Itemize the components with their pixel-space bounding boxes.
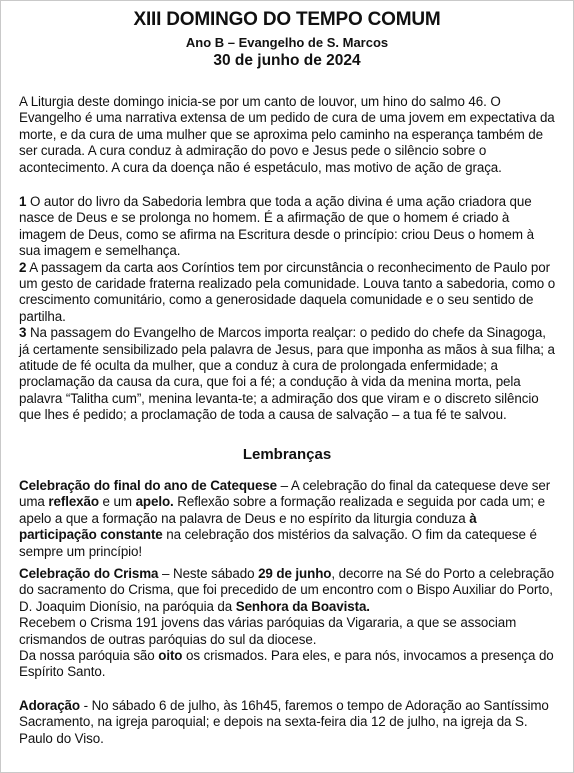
page-title: XIII DOMINGO DO TEMPO COMUM xyxy=(133,9,441,30)
note-emphasis: apelo. xyxy=(135,494,174,510)
note-text: na celebração dos mistérios da salvação. O fim da catequese é sempre um princípio! xyxy=(19,527,537,559)
point-1 xyxy=(19,194,557,260)
point-text: Na passagem do Evangelho de Marcos importa realçar: o pedido do chefe da Sinagoga, já certamente sensibilizado pela palavra de Jesus, para que imponha as mãos à sua filha; a atitude de fé oculta da mulher, que a conduz à cura de prolongada enfermidade; a proclamação da causa da cura, que foi a fé; a condução à vida da menina morta, pela palavra “Talitha cum”, menina levanta-te; a admiração dos que viram e o discreto silêncio que lhes é pedido; a proclamação de toda a causa de salvação – a tua fé te salvou. xyxy=(19,325,555,423)
point-number: 1 xyxy=(19,194,27,209)
note-emphasis: reflexão xyxy=(48,494,99,510)
note-text: Reflexão sobre a formação realizada e seguida por cada um; e apelo a que a formação na palavra de Deus e no espírito da liturgia conduza xyxy=(19,494,545,526)
point-2 xyxy=(19,260,557,326)
note-text: e um xyxy=(98,494,136,510)
intro-paragraph xyxy=(19,94,557,176)
point-3 xyxy=(19,325,557,423)
note-text: , decorre na Sé do Porto a celebração do sacramento do Crisma, que foi precedido de um encontro com o Bispo Auxiliar do Porto, D. Joaquim Dionísio, na paróquia da xyxy=(19,566,554,614)
note-text: – A celebração do final da catequese deve ser uma xyxy=(19,478,551,510)
intro-text: A Liturgia deste domingo inicia-se por um canto de louvor, um hino do salmo 46. O Evangelho é uma narrativa extensa de um pedido de cura de uma jovem em expectativa da morte, e da cura de uma mulher que se aproxima pelo caminho na esperança também de ser curada. A cura conduz à admiração do povo e Jesus pede o silêncio sobre o acontecimento. A cura da doença não é espetáculo, mas motivo de ação de graça. xyxy=(19,94,555,175)
note-emphasis: à participação constante xyxy=(19,510,477,543)
note-emphasis: 29 de junho xyxy=(258,566,332,581)
page-date: 30 de junho de 2024 xyxy=(213,52,361,69)
note-heading: Celebração do final do ano de Catequese xyxy=(19,478,278,493)
note-adoracao xyxy=(19,698,557,747)
reading-points xyxy=(19,194,557,424)
point-number: 2 xyxy=(19,259,27,275)
point-text: O autor do livro da Sabedoria lembra que toda a ação divina é uma ação criadora que nasce de Deus e se prolonga no homem. É a afirmação de que o homem é criado à imagem de Deus, como se afirma na Escritura desde o princípio: criou Deus o homem à sua imagem e semelhança. xyxy=(19,194,534,259)
point-number: 3 xyxy=(19,325,27,341)
note-crisma xyxy=(19,566,557,681)
section-title-lembrancas: Lembranças xyxy=(242,446,332,463)
page-subtitle: Ano B – Evangelho de S. Marcos xyxy=(185,35,389,50)
note-text: – Neste sábado xyxy=(158,566,259,581)
point-text: A passagem da carta aos Coríntios tem por circunstância o reconhecimento de Paulo por um gesto de caridade fraterna realizado pela comunidade. Louva tanto a sabedoria, como o crescimento comunitário, como a generosidade daquela comunidade e o seu sentido de partilha. xyxy=(19,259,556,324)
note-heading: Celebração do Crisma xyxy=(19,566,159,581)
note-text: Da nossa paróquia são xyxy=(19,648,159,664)
note-catequese xyxy=(19,478,557,560)
note-text: Recebem o Crisma 191 jovens das várias paróquias da Vigararia, a que se associam crismandos de outras paróquias do sul da diocese. xyxy=(19,615,517,647)
note-emphasis: Senhora da Boavista. xyxy=(235,598,370,614)
note-text: os crismados. Para eles, e para nós, invocamos a presença do Espírito Santo. xyxy=(19,648,554,680)
note-text: - No sábado 6 de julho, às 16h45, faremos o tempo de Adoração ao Santíssimo Sacramento, na igreja paroquial; e depois na sexta-feira dia 12 de julho, na igreja da S. Paulo do Viso. xyxy=(19,698,549,746)
note-heading: Adoração xyxy=(19,698,80,713)
note-emphasis: oito xyxy=(158,648,183,664)
